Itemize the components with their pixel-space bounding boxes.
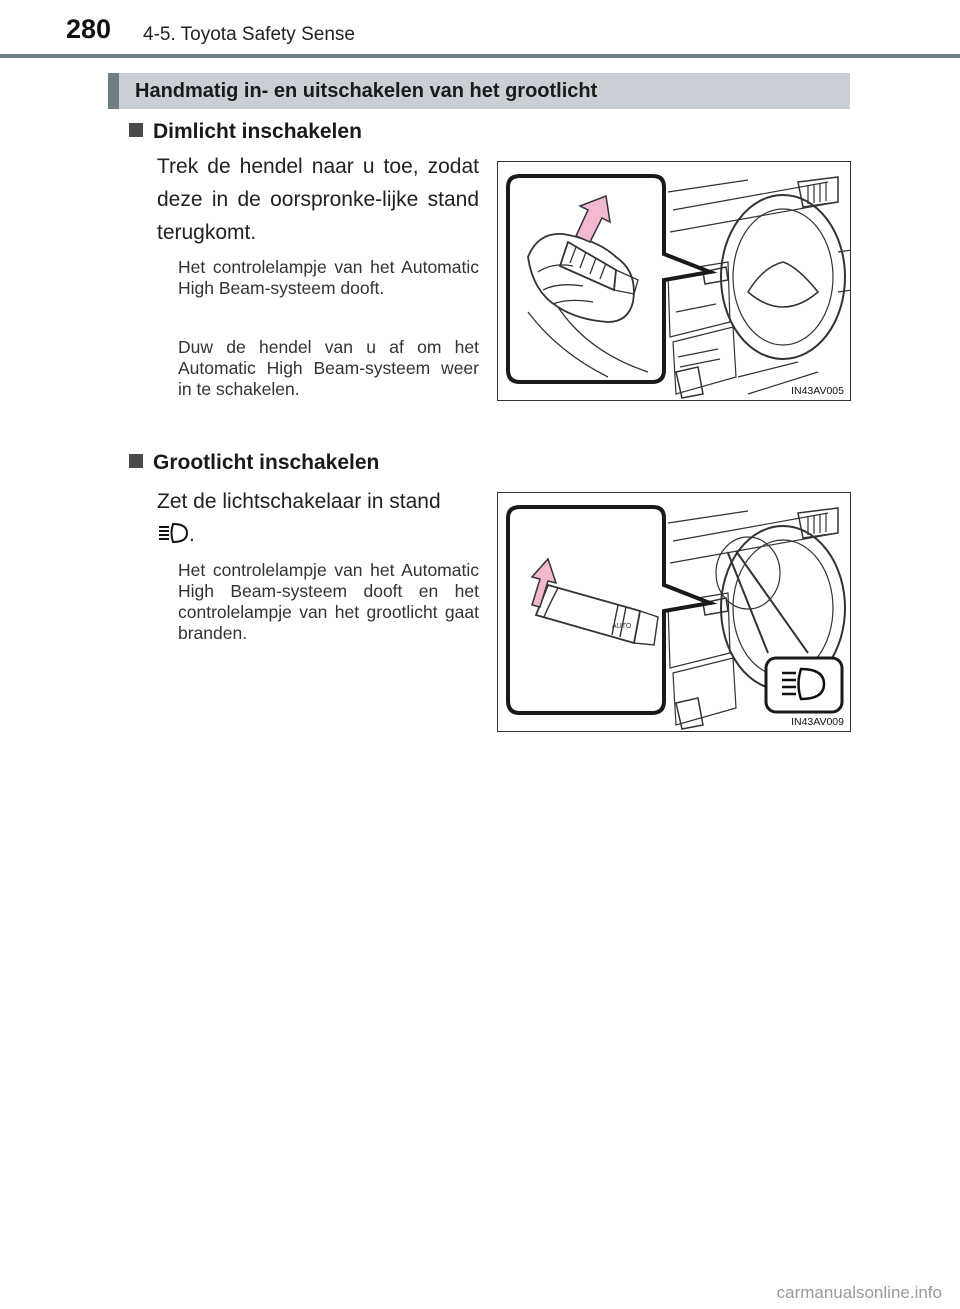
grootlicht-heading-text: Grootlicht inschakelen xyxy=(153,451,380,474)
grootlicht-instruction-prefix: Zet de lichtschakelaar in stand xyxy=(157,490,441,513)
grootlicht-instruction-suffix: . xyxy=(189,523,195,546)
header-rule xyxy=(0,54,960,58)
dimlicht-instruction: Trek de hendel naar u toe, zodat deze in de oorspronke-lijke stand terugkomt. xyxy=(157,155,479,244)
square-bullet-icon xyxy=(129,123,143,137)
grootlicht-heading xyxy=(129,451,379,475)
grootlicht-note-1: Het controlelampje van het Automatic High Beam-systeem dooft en het controlelampje van het grootlicht gaat branden. xyxy=(178,560,479,643)
section-title: Handmatig in- en uitschakelen van het grootlicht xyxy=(135,80,598,102)
dimlicht-heading-text: Dimlicht inschakelen xyxy=(153,120,362,143)
watermark: carmanualsonline.info xyxy=(776,1283,942,1302)
figure-code: IN43AV009 xyxy=(791,716,844,728)
square-bullet-icon xyxy=(129,454,143,468)
page-number: 280 xyxy=(66,14,112,44)
dimlicht-note-1: Het controlelampje van het Automatic High Beam-systeem dooft. xyxy=(178,257,479,298)
grootlicht-instruction xyxy=(157,485,479,551)
chapter-title: 4-5. Toyota Safety Sense xyxy=(143,24,355,45)
svg-text:AUTO: AUTO xyxy=(612,623,632,630)
dimlicht-heading xyxy=(129,120,362,144)
section-bar xyxy=(108,73,850,109)
steering-column-illustration xyxy=(498,162,851,401)
dimlicht-note-2: Duw de hendel van u af om het Automatic High Beam-systeem weer in te schakelen. xyxy=(178,337,479,399)
high-beam-icon xyxy=(157,521,189,545)
grootlicht-figure xyxy=(497,492,851,732)
dimlicht-figure xyxy=(497,161,851,401)
figure-code: IN43AV005 xyxy=(791,385,844,397)
light-switch-illustration xyxy=(498,493,851,732)
